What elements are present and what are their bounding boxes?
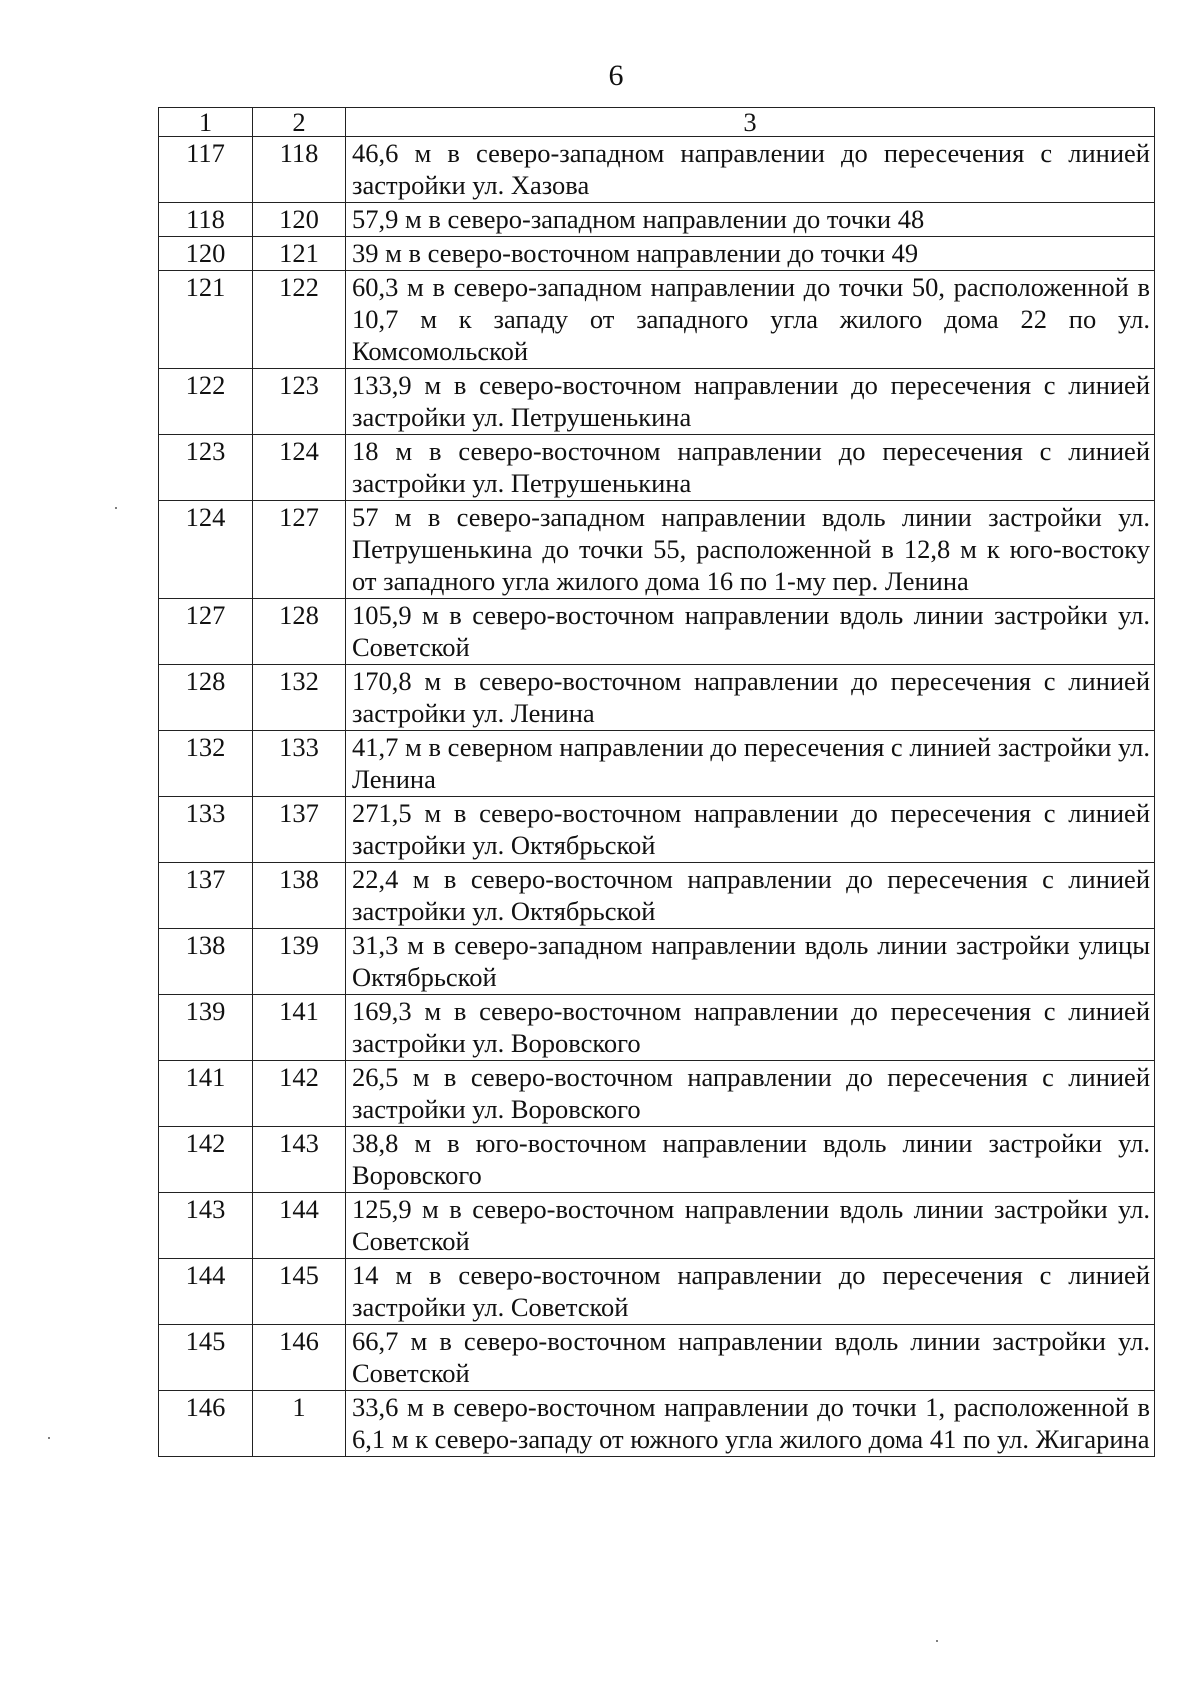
point-from-cell: 133: [159, 797, 253, 863]
point-from-cell: 127: [159, 599, 253, 665]
point-from-cell: 144: [159, 1259, 253, 1325]
point-to-cell: 132: [253, 665, 346, 731]
table-row: [159, 929, 1155, 995]
segment-description-cell: 57 м в северо-западном направлении вдоль линии застройки ул. Петрушенькина до точки 55, расположенной в 12,8 м к юго-востоку от западного угла жилого дома 16 по 1-му пер. Ленина: [346, 501, 1155, 599]
table-row: [159, 137, 1155, 203]
point-to-cell: 1: [253, 1391, 346, 1457]
segment-description-cell: 125,9 м в северо-восточном направлении вдоль линии застройки ул. Советской: [346, 1193, 1155, 1259]
point-to-cell: 145: [253, 1259, 346, 1325]
table-row: [159, 435, 1155, 501]
point-from-cell: 132: [159, 731, 253, 797]
segment-description-cell: 57,9 м в северо-западном направлении до точки 48: [346, 203, 1155, 237]
point-to-cell: 127: [253, 501, 346, 599]
point-to-cell: 139: [253, 929, 346, 995]
table-row: [159, 1061, 1155, 1127]
segment-description-cell: 133,9 м в северо-восточном направлении до пересечения с линией застройки ул. Петрушенькина: [346, 369, 1155, 435]
table-row: [159, 237, 1155, 271]
segment-description-cell: 14 м в северо-восточном направлении до пересечения с линией застройки ул. Советской: [346, 1259, 1155, 1325]
point-from-cell: 121: [159, 271, 253, 369]
table-row: [159, 203, 1155, 237]
table-row: [159, 731, 1155, 797]
page-number: 6: [608, 59, 624, 92]
point-from-cell: 128: [159, 665, 253, 731]
table-header-row: [159, 108, 1155, 137]
point-from-cell: 137: [159, 863, 253, 929]
point-to-cell: 121: [253, 237, 346, 271]
table-row: [159, 863, 1155, 929]
point-to-cell: 124: [253, 435, 346, 501]
column-header-description: 3: [346, 108, 1155, 137]
segment-description-cell: 46,6 м в северо-западном направлении до пересечения с линией застройки ул. Хазова: [346, 137, 1155, 203]
table-row: [159, 797, 1155, 863]
point-from-cell: 145: [159, 1325, 253, 1391]
point-from-cell: 141: [159, 1061, 253, 1127]
column-header-from: 1: [159, 108, 253, 137]
point-to-cell: 137: [253, 797, 346, 863]
point-to-cell: 138: [253, 863, 346, 929]
point-from-cell: 117: [159, 137, 253, 203]
point-from-cell: 138: [159, 929, 253, 995]
segment-description-cell: 66,7 м в северо-восточном направлении вдоль линии застройки ул. Советской: [346, 1325, 1155, 1391]
table-row: [159, 501, 1155, 599]
point-from-cell: 124: [159, 501, 253, 599]
table-row: [159, 1127, 1155, 1193]
segment-description-cell: 39 м в северо-восточном направлении до точки 49: [346, 237, 1155, 271]
point-from-cell: 118: [159, 203, 253, 237]
scan-speck: [936, 1640, 938, 1642]
point-to-cell: 118: [253, 137, 346, 203]
table-row: [159, 369, 1155, 435]
point-from-cell: 146: [159, 1391, 253, 1457]
scan-speck: [115, 507, 117, 509]
table-row: [159, 1193, 1155, 1259]
scan-speck: [48, 1437, 50, 1439]
table-row: [159, 599, 1155, 665]
segment-description-cell: 33,6 м в северо-восточном направлении до точки 1, расположенной в 6,1 м к северо-западу от южного угла жилого дома 41 по ул. Жигарина: [346, 1391, 1155, 1457]
column-header-to: 2: [253, 108, 346, 137]
table-row: [159, 1391, 1155, 1457]
point-to-cell: 143: [253, 1127, 346, 1193]
segment-description-cell: 31,3 м в северо-западном направлении вдоль линии застройки улицы Октябрьской: [346, 929, 1155, 995]
boundary-table: [158, 107, 1155, 1457]
point-from-cell: 142: [159, 1127, 253, 1193]
point-to-cell: 122: [253, 271, 346, 369]
point-to-cell: 133: [253, 731, 346, 797]
point-from-cell: 139: [159, 995, 253, 1061]
point-from-cell: 123: [159, 435, 253, 501]
table-row: [159, 1325, 1155, 1391]
point-to-cell: 141: [253, 995, 346, 1061]
segment-description-cell: 26,5 м в северо-восточном направлении до пересечения с линией застройки ул. Воровского: [346, 1061, 1155, 1127]
table-row: [159, 665, 1155, 731]
point-to-cell: 142: [253, 1061, 346, 1127]
segment-description-cell: 38,8 м в юго-восточном направлении вдоль линии застройки ул. Воровского: [346, 1127, 1155, 1193]
point-to-cell: 144: [253, 1193, 346, 1259]
point-from-cell: 143: [159, 1193, 253, 1259]
segment-description-cell: 271,5 м в северо-восточном направлении до пересечения с линией застройки ул. Октябрьской: [346, 797, 1155, 863]
point-to-cell: 128: [253, 599, 346, 665]
point-to-cell: 146: [253, 1325, 346, 1391]
segment-description-cell: 169,3 м в северо-восточном направлении до пересечения с линией застройки ул. Воровского: [346, 995, 1155, 1061]
segment-description-cell: 105,9 м в северо-восточном направлении вдоль линии застройки ул. Советской: [346, 599, 1155, 665]
segment-description-cell: 41,7 м в северном направлении до пересечения с линией застройки ул. Ленина: [346, 731, 1155, 797]
segment-description-cell: 60,3 м в северо-западном направлении до точки 50, расположенной в 10,7 м к западу от западного угла жилого дома 22 по ул. Комсомольской: [346, 271, 1155, 369]
point-from-cell: 122: [159, 369, 253, 435]
segment-description-cell: 22,4 м в северо-восточном направлении до пересечения с линией застройки ул. Октябрьской: [346, 863, 1155, 929]
point-from-cell: 120: [159, 237, 253, 271]
table-row: [159, 271, 1155, 369]
table-row: [159, 1259, 1155, 1325]
point-to-cell: 120: [253, 203, 346, 237]
segment-description-cell: 18 м в северо-восточном направлении до пересечения с линией застройки ул. Петрушенькина: [346, 435, 1155, 501]
point-to-cell: 123: [253, 369, 346, 435]
table-row: [159, 995, 1155, 1061]
segment-description-cell: 170,8 м в северо-восточном направлении до пересечения с линией застройки ул. Ленина: [346, 665, 1155, 731]
